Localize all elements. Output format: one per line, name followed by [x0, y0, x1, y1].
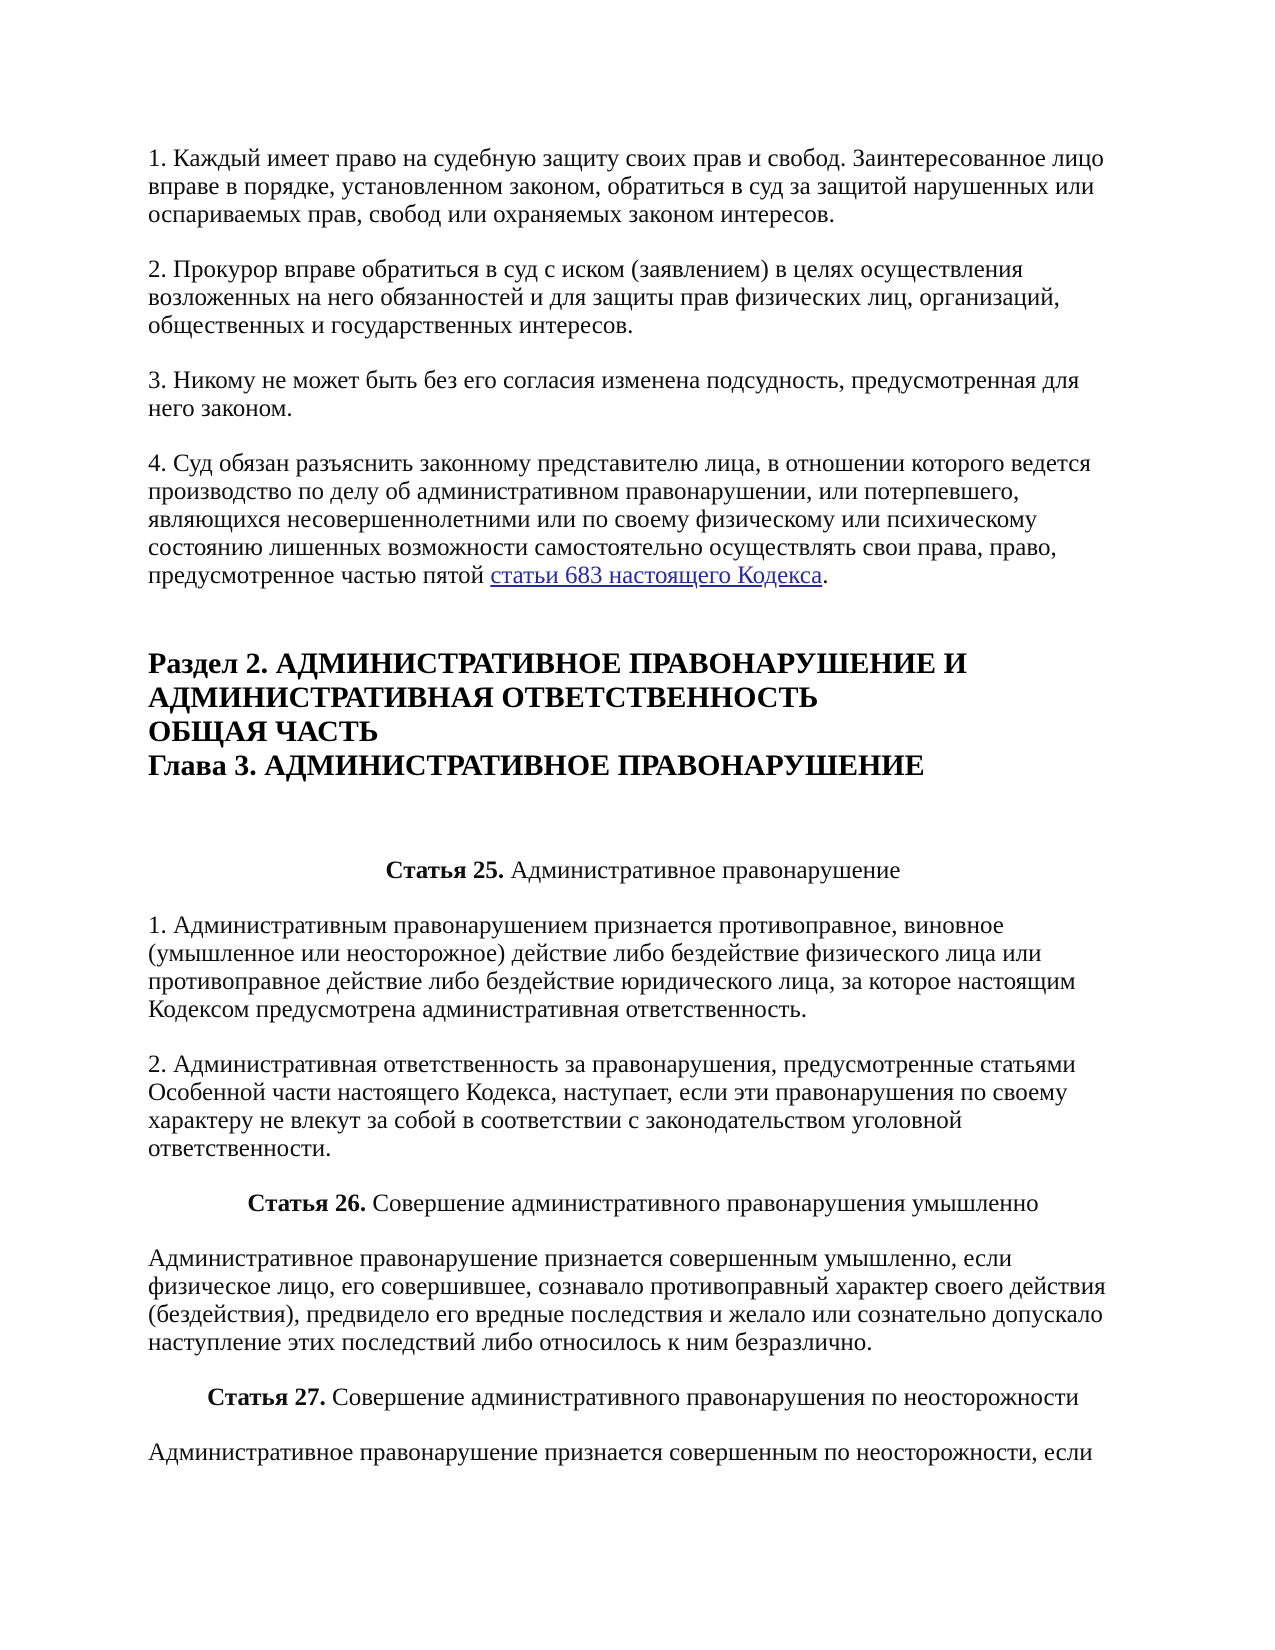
section-2-heading: Раздел 2. АДМИНИСТРАТИВНОЕ ПРАВОНАРУШЕНИЕ И АДМИНИСТРАТИВНАЯ ОТВЕТСТВЕННОСТЬ [148, 647, 967, 714]
article-25-heading [148, 857, 1138, 885]
headings-block [148, 647, 1138, 783]
article-25-title: Административное правонарушение [510, 857, 901, 884]
article-26-title: Совершение административного правонарушения умышленно [372, 1190, 1039, 1217]
paragraph-2: 2. Прокурор вправе обратиться в суд с иском (заявлением) в целях осуществления возложенных на него обязанностей и для защиты прав физических лиц, организаций, общественных и государственных интересов. [148, 256, 1060, 339]
paragraph-4 [148, 450, 1138, 590]
article-683-link[interactable]: статьи 683 настоящего Кодекса [490, 562, 823, 589]
paragraph-4-main-text: 4. Суд обязан разъяснить законному представителю лица, в отношении которого ведется производство по делу об административном правонарушении, или потерпевшего, являющихся несовершеннолетними или по своему физическому или психическому состоянию лишенных возможности самостоятельно осуществлять свои права, право, предусмотренное частью пятой [148, 450, 1091, 589]
article-25-paragraph-1: 1. Административным правонарушением признается противоправное, виновное (умышленное или неосторожное) действие либо бездействие физического лица или противоправное действие либо бездействие юридического лица, за которое настоящим Кодексом предусмотрена административная ответственность. [148, 912, 1076, 1023]
paragraph-1: 1. Каждый имеет право на судебную защиту своих прав и свобод. Заинтересованное лицо вправе в порядке, установленном законом, обратиться в суд за защитой нарушенных или оспариваемых прав, свобод или охраняемых законом интересов. [148, 145, 1104, 228]
general-part-heading: ОБЩАЯ ЧАСТЬ [148, 715, 379, 748]
article-25-label: Статья 25. [385, 857, 511, 884]
article-27-paragraph: Административное правонарушение признается совершенным по неосторожности, если [148, 1439, 1093, 1466]
article-26-paragraph: Административное правонарушение признается совершенным умышленно, если физическое лицо, его совершившее, сознавало противоправный характер своего действия (бездействия), предвидело его вредные последствия и желало или сознательно допускало наступление этих последствий либо относилось к ним безразлично. [148, 1245, 1106, 1356]
chapter-3-heading: Глава 3. АДМИНИСТРАТИВНОЕ ПРАВОНАРУШЕНИЕ [148, 749, 925, 782]
article-26-heading [148, 1190, 1138, 1218]
article-27-heading [148, 1384, 1138, 1412]
article-26-label: Статья 26. [247, 1190, 373, 1217]
article-25-paragraph-2: 2. Административная ответственность за правонарушения, предусмотренные статьями Особенной части настоящего Кодекса, наступает, если эти правонарушения по своему характеру не влекут за собой в соответствии с законодательством уголовной ответственности. [148, 1051, 1076, 1162]
paragraph-3: 3. Никому не может быть без его согласия изменена подсудность, предусмотренная для него законом. [148, 367, 1080, 422]
paragraph-4-period: . [822, 562, 829, 589]
article-27-label: Статья 27. [207, 1384, 333, 1411]
article-27-title: Совершение административного правонарушения по неосторожности [332, 1384, 1079, 1411]
